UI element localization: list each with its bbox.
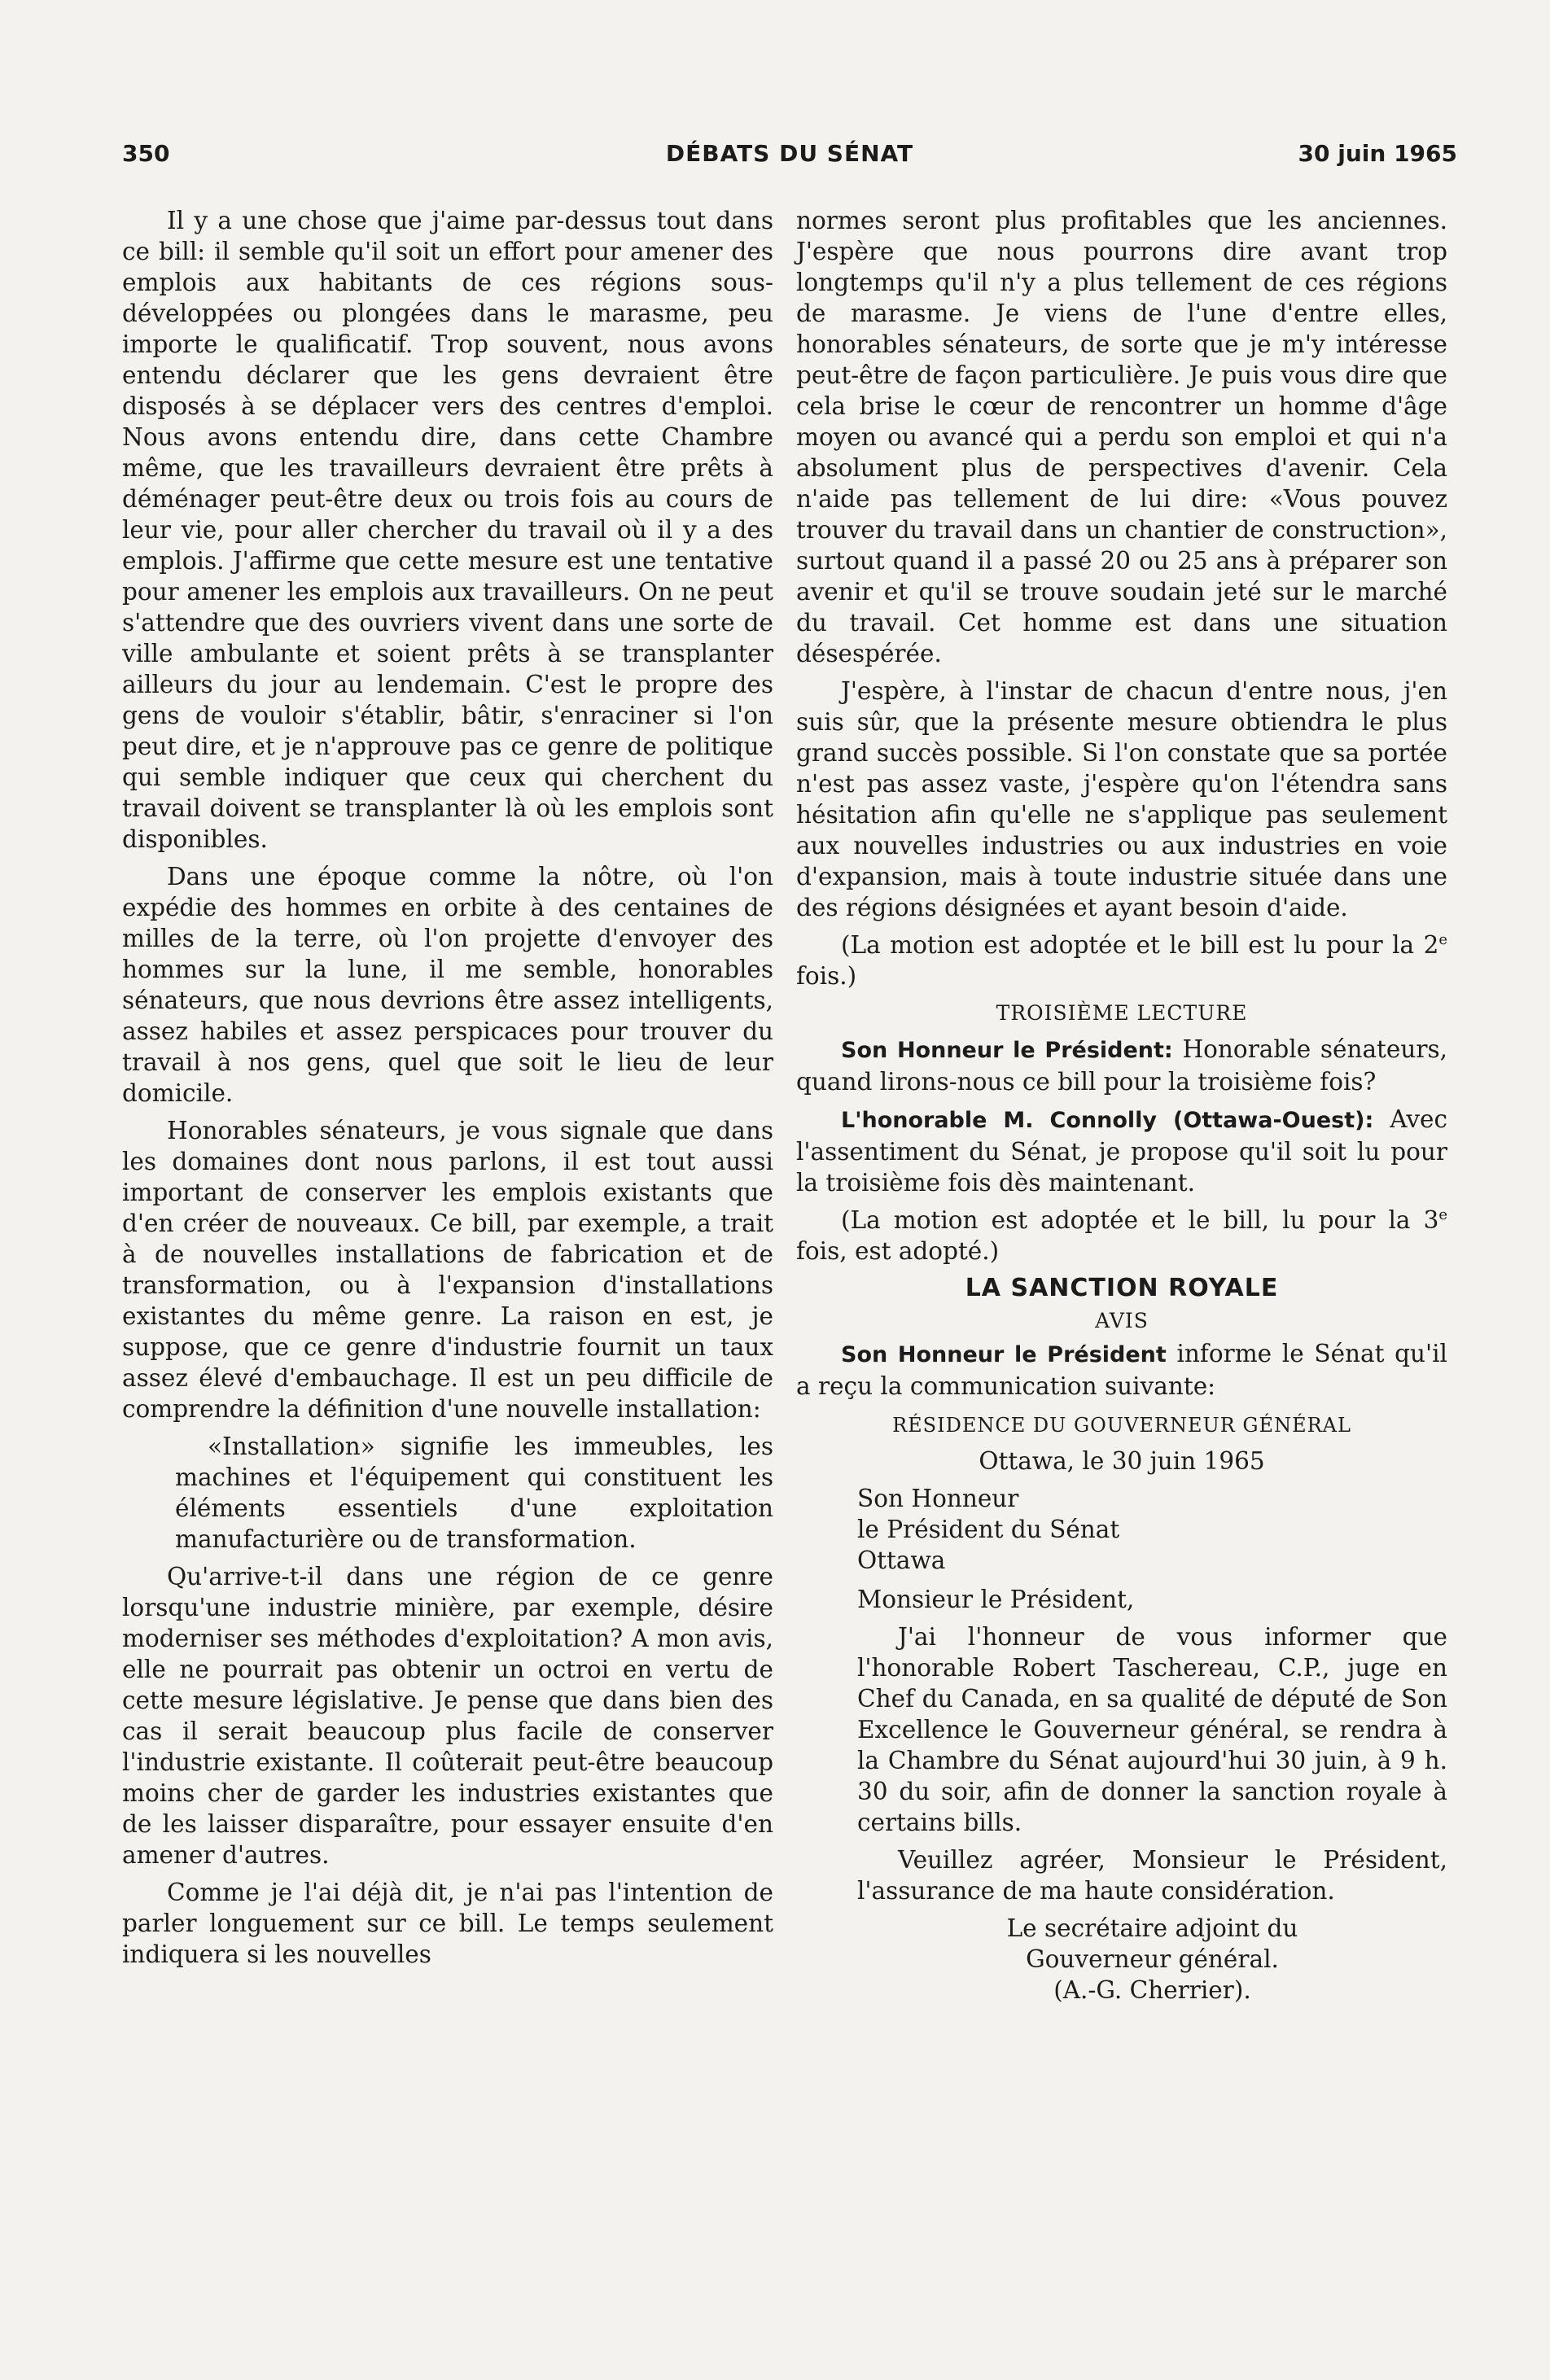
- paragraph: Il y a une chose que j'aime par-dessus tout dans ce bill: il semble qu'il soit un effort pour amener des emplois aux habitants de ces régions sous-développées ou plongées dans le marasme, peu importe le qualificatif. Trop souvent, nous avons entendu déclarer que les gens devraient être disposés à se déplacer vers des centres d'emploi. Nous avons entendu dire, dans cette Chambre même, que les travailleurs devraient être prêts à déménager peut-être deux ou trois fois au cours de leur vie, pour aller chercher du travail où il y a des emplois. J'affirme que cette mesure est une tentative pour amener les emplois aux travailleurs. On ne peut s'attendre que des ouvriers vivent dans une sorte de ville ambulante et soient prêts à se transplanter ailleurs du jour au lendemain. C'est le propre des gens de vouloir s'établir, bâtir, s'enraciner si l'on peut dire, et je n'approuve pas ce genre de politique qui semble indiquer que ceux qui cherchent du travail doivent se transplanter là où les emplois sont disponibles.: [122, 207, 773, 853]
- letter-address-line: le Président du Sénat: [857, 1516, 1120, 1543]
- letter-date: Ottawa, le 30 juin 1965: [979, 1447, 1265, 1475]
- signature-line: Gouverneur général.: [1026, 1945, 1279, 1973]
- motion-text: (La motion est adoptée et le bill est lu pour la 2: [841, 931, 1439, 959]
- speaker-paragraph: [796, 1034, 1447, 1097]
- page-header: [122, 140, 1457, 173]
- left-column: [122, 205, 773, 1976]
- motion-text: (La motion est adoptée et le bill, lu pour la 3: [841, 1206, 1439, 1234]
- speaker-name: Son Honneur le Président:: [841, 1038, 1173, 1063]
- page-number: 350: [122, 140, 170, 167]
- paragraph: Comme je l'ai déjà dit, je n'ai pas l'intention de parler longuement sur ce bill. Le temps seulement indiquera si les nouvelles: [122, 1879, 773, 1968]
- speaker-name: L'honorable M. Connolly (Ottawa-Ouest):: [841, 1108, 1374, 1133]
- block-quote: «Installation» signifie les immeubles, les machines et l'équipement qui constituent les éléments essentiels d'une exploitation manufacturière ou de transformation.: [175, 1433, 773, 1553]
- speaker-paragraph: [796, 1338, 1447, 1402]
- motion-note: [796, 1205, 1447, 1267]
- speaker-text: Avec l'assentiment du Sénat, je propose qu'il soit lu pour la troisième fois dès maintenant.: [796, 1105, 1447, 1197]
- superscript: e: [1438, 1206, 1447, 1224]
- signature-line: (A.-G. Cherrier).: [1053, 1976, 1251, 2004]
- motion-text-end: fois.): [796, 962, 857, 990]
- letter-paragraph: J'ai l'honneur de vous informer que l'honorable Robert Taschereau, C.P., juge en Chef du Canada, en sa qualité de député de Son Excellence le Gouverneur général, se rendra à la Chambre du Sénat aujourd'hui 30 juin, à 9 h. 30 du soir, afin de donner la sanction royale à certains bills.: [857, 1623, 1447, 1836]
- letter-heading: RÉSIDENCE DU GOUVERNEUR GÉNÉRAL: [892, 1414, 1351, 1437]
- paragraph: normes seront plus profitables que les anciennes. J'espère que nous pourrons dire avant trop longtemps qu'il n'y a plus tellement de ces régions de marasme. Je viens de l'une d'entre elles, honorables sénateurs, de sorte que je m'y intéresse peut-être de façon particulière. Je puis vous dire que cela brise le cœur de rencontrer un homme d'âge moyen ou avancé qui a perdu son emploi et qui n'a absolument plus de perspectives d'avenir. Cela n'aide pas tellement de lui dire: «Vous pouvez trouver du travail dans un chantier de construction», surtout quand il a passé 20 ou 25 ans à préparer son avenir et qu'il se trouve soudain jeté sur le marché du travail. Cet homme est dans une situation désespérée.: [796, 207, 1447, 667]
- superscript: e: [1438, 931, 1447, 949]
- letter-salutation: Monsieur le Président,: [857, 1586, 1135, 1613]
- section-heading-sanction: LA SANCTION ROYALE: [965, 1274, 1279, 1302]
- motion-note: [796, 930, 1447, 991]
- signature-line: Le secrétaire adjoint du: [1006, 1914, 1298, 1942]
- paragraph: Honorables sénateurs, je vous signale que dans les domaines dont nous parlons, il est tout aussi important de conserver les emplois existants que d'en créer de nouveaux. Ce bill, par exemple, a trait à de nouvelles installations de fabrication et de transformation, ou à l'expansion d'installations existantes du même genre. La raison en est, je suppose, que ce genre d'industrie fournit un taux assez élevé d'embauchage. Il est un peu difficile de comprendre la définition d'une nouvelle installation:: [122, 1117, 773, 1423]
- speaker-text: informe le Sénat qu'il a reçu la communication suivante:: [796, 1340, 1447, 1400]
- letter-signature: [857, 1913, 1447, 2006]
- letter-paragraph: Veuillez agréer, Monsieur le Président, l'assurance de ma haute considération.: [857, 1846, 1447, 1905]
- letter-address-line: Ottawa: [857, 1547, 946, 1574]
- speaker-name: Son Honneur le Président: [841, 1342, 1167, 1367]
- paragraph: J'espère, à l'instar de chacun d'entre nous, j'en suis sûr, que la présente mesure obtiendra le plus grand succès possible. Si l'on constate que sa portée n'est pas assez vaste, j'espère qu'on l'étendra sans hésitation afin qu'elle ne s'applique pas seulement aux nouvelles industries ou aux industries en voie d'expansion, mais à toute industrie située dans une des régions désignées et ayant besoin d'aide.: [796, 677, 1447, 921]
- section-heading-third-reading: TROISIÈME LECTURE: [996, 1001, 1248, 1025]
- speaker-text: Honorable sénateurs, quand lirons-nous ce bill pour la troisième fois?: [796, 1035, 1447, 1096]
- motion-text-end: fois, est adopté.): [796, 1237, 1000, 1265]
- paragraph: Qu'arrive-t-il dans une région de ce genre lorsqu'une industrie minière, par exemple, désire moderniser ses méthodes d'exploitation? A mon avis, elle ne pourrait pas obtenir un octroi en vertu de cette mesure législative. Je pense que dans bien des cas il serait beaucoup plus facile de conserver l'industrie existante. Il coûterait peut-être beaucoup moins cher de garder les industries existantes que de les laisser disparaître, pour essayer ensuite d'en amener d'autres.: [122, 1563, 773, 1869]
- letter-address-line: Son Honneur: [857, 1485, 1019, 1512]
- speaker-paragraph: [796, 1104, 1447, 1198]
- letter-body: [857, 1483, 1447, 1906]
- page-title: DÉBATS DU SÉNAT: [665, 140, 914, 167]
- page-date: 30 juin 1965: [1298, 140, 1457, 167]
- section-subheading-avis: AVIS: [1095, 1309, 1149, 1332]
- paragraph: Dans une époque comme la nôtre, où l'on expédie des hommes en orbite à des centaines de milles de la terre, où l'on projette d'envoyer des hommes sur la lune, il me semble, honorables sénateurs, que nous devrions être assez intelligents, assez habiles et assez perspicaces pour trouver du travail à nos gens, quel que soit le lieu de leur domicile.: [122, 863, 773, 1107]
- right-column: [796, 205, 1447, 2006]
